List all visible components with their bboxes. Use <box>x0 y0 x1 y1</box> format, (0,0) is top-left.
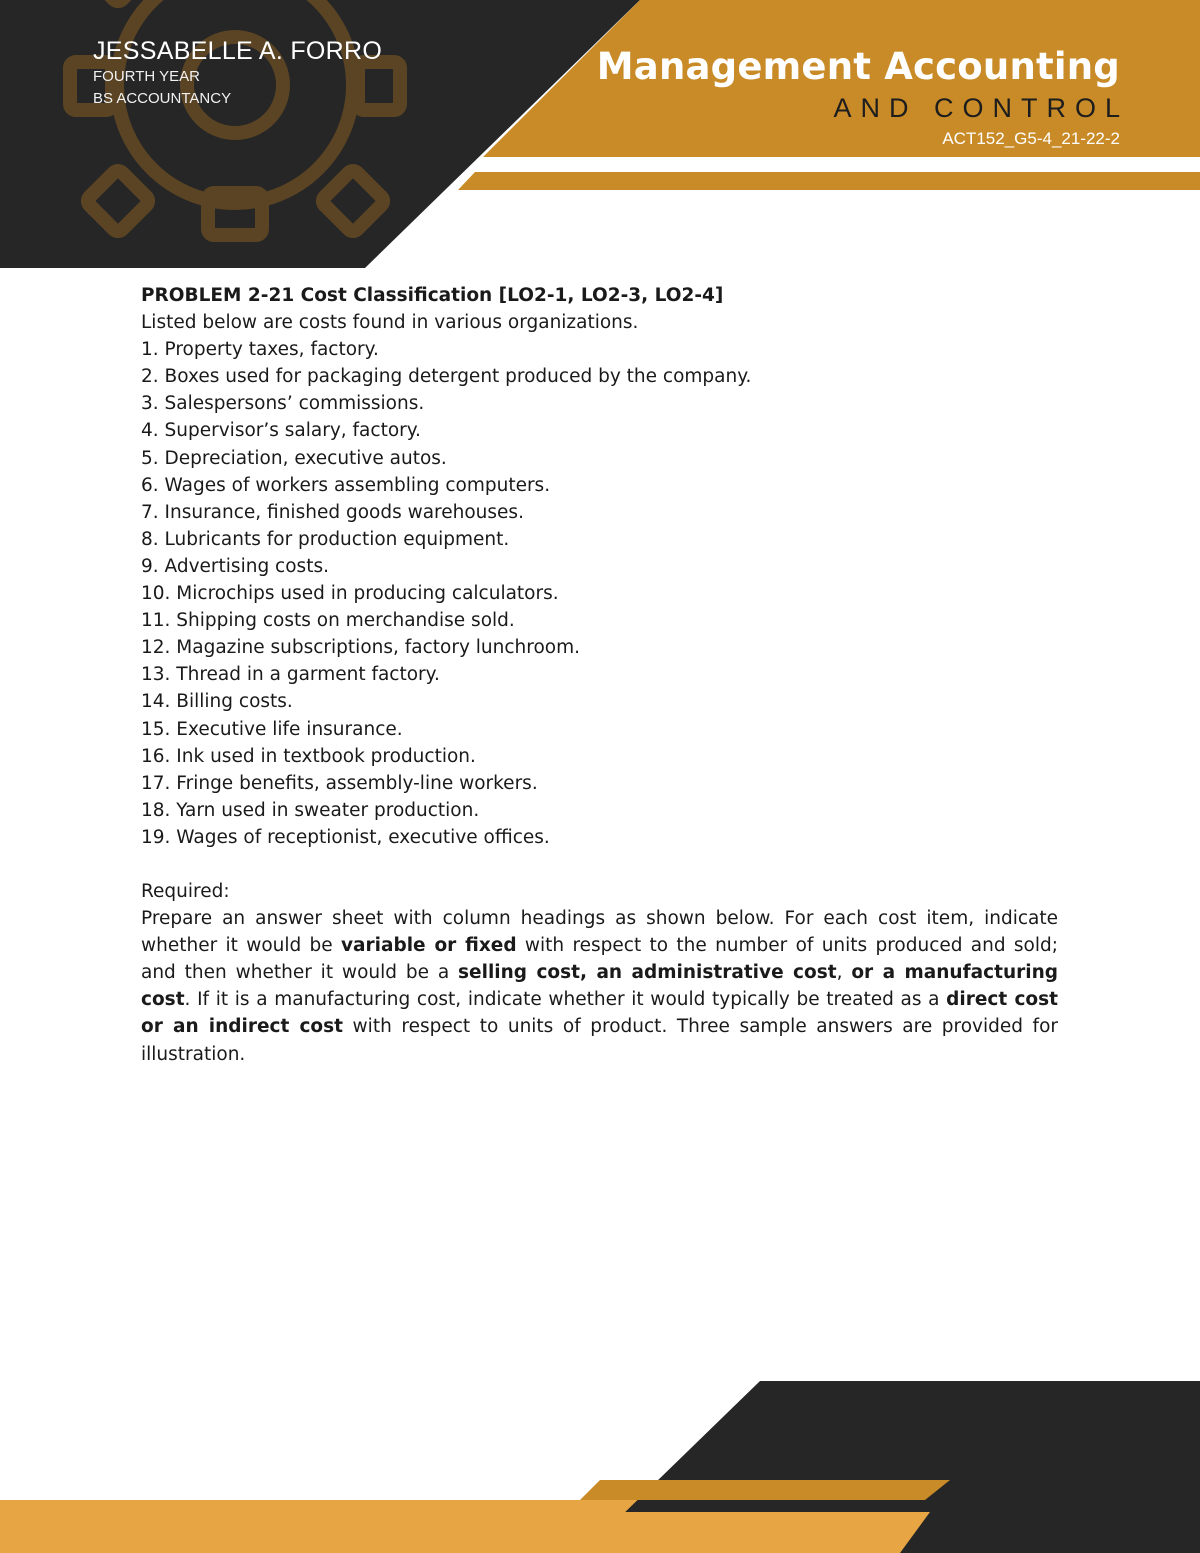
required-text: with respect to the number of units produced and sold; and then whether it would be a <box>141 935 1058 984</box>
list-item: 13. Thread in a garment factory. <box>141 664 440 686</box>
author-block <box>93 36 382 110</box>
list-item: 14. Billing costs. <box>141 691 293 713</box>
cost-list <box>141 336 1058 851</box>
header-gold-stripe <box>458 172 1200 190</box>
author-name: JESSABELLE A. FORRO <box>93 37 383 65</box>
list-item: 5. Depreciation, executive autos. <box>141 447 447 469</box>
author-program: BS ACCOUNTANCY <box>93 90 232 107</box>
course-block <box>596 44 1129 153</box>
required-text: with respect to units of product. Three sample answers are provided for illustration. <box>141 1016 1058 1065</box>
required-emphasis: selling cost, an administrative cost <box>458 962 837 984</box>
list-item: 12. Magazine subscriptions, factory lunchroom. <box>141 637 581 659</box>
course-subtitle: AND CONTROL <box>833 93 1129 123</box>
required-label: Required: <box>141 880 230 902</box>
list-item: 3. Salespersons’ commissions. <box>141 393 425 415</box>
author-year: FOURTH YEAR <box>93 68 200 85</box>
list-item: 9. Advertising costs. <box>141 555 329 577</box>
required-emphasis: or a manufacturing cost <box>141 962 1058 1011</box>
footer-gold-stripe <box>580 1480 950 1500</box>
problem-heading: PROBLEM 2-21 Cost Classification [LO2-1, LO2-3, LO2-4] <box>141 285 724 306</box>
list-item: 16. Ink used in textbook production. <box>141 745 476 767</box>
footer-light-stripe <box>530 1512 930 1553</box>
list-item: 8. Lubricants for production equipment. <box>141 528 510 550</box>
required-emphasis: direct cost or an indirect cost <box>141 989 1058 1038</box>
required-paragraph <box>141 905 1058 1068</box>
required-text: Prepare an answer sheet with column headings as shown below. For each cost item, indicate whether it would be <box>141 908 1058 957</box>
list-item: 19. Wages of receptionist, executive offices. <box>141 826 550 848</box>
list-item: 6. Wages of workers assembling computers. <box>141 474 551 496</box>
list-item: 1. Property taxes, factory. <box>141 339 379 361</box>
list-item: 18. Yarn used in sweater production. <box>141 799 480 821</box>
document-body <box>141 282 1058 1068</box>
list-item: 2. Boxes used for packaging detergent produced by the company. <box>141 366 752 388</box>
required-emphasis: variable or fixed <box>340 935 517 957</box>
course-title: Management Accounting <box>596 45 1120 88</box>
required-text: , <box>836 962 852 984</box>
list-item: 7. Insurance, finished goods warehouses. <box>141 501 524 523</box>
required-text: . If it is a manufacturing cost, indicate whether it would typically be treated as a <box>184 989 947 1011</box>
problem-intro: Listed below are costs found in various organizations. <box>141 312 639 334</box>
list-item: 10. Microchips used in producing calculators. <box>141 583 559 605</box>
course-code: ACT152_G5-4_21-22-2 <box>942 129 1120 148</box>
list-item: 11. Shipping costs on merchandise sold. <box>141 610 515 632</box>
list-item: 4. Supervisor’s salary, factory. <box>141 420 421 442</box>
list-item: 17. Fringe benefits, assembly-line workers. <box>141 772 538 794</box>
list-item: 15. Executive life insurance. <box>141 718 403 740</box>
